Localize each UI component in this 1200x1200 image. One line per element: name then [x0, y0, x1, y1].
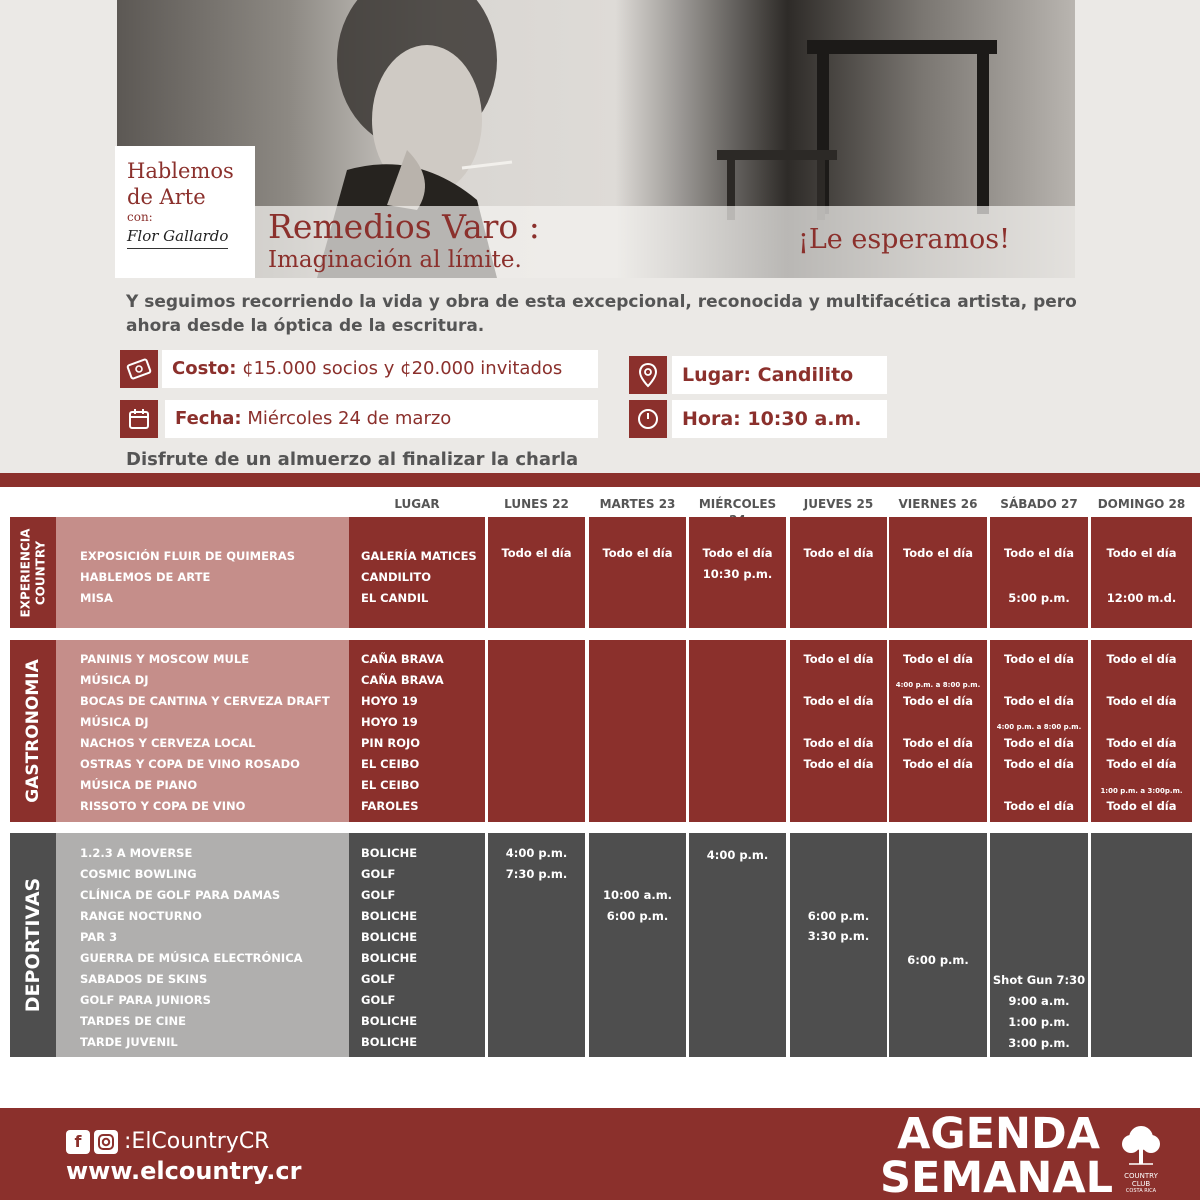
location-name: HOYO 19 — [361, 694, 418, 708]
event-cta: ¡Le esperamos! — [798, 224, 1011, 255]
section-label-line: EXPERIENCIA — [18, 528, 33, 617]
schedule-time: Todo el día — [803, 546, 874, 560]
day-cell — [689, 833, 786, 1057]
schedule-time: 5:00 p.m. — [1008, 591, 1070, 605]
day-cell — [589, 833, 686, 1057]
location-name: GOLF — [361, 972, 396, 986]
column-header-day: VIERNES 26 — [898, 497, 978, 511]
activity-name: PANINIS Y MOSCOW MULE — [80, 652, 250, 666]
activity-name: SABADOS DE SKINS — [80, 972, 208, 986]
day-cell — [488, 517, 585, 628]
location-name: GOLF — [361, 993, 396, 1007]
activity-column — [56, 640, 349, 822]
location-name: EL CEIBO — [361, 778, 420, 792]
schedule-time: Todo el día — [803, 652, 874, 666]
schedule-time: 1:00 p.m. a 3:00p.m. — [1100, 787, 1183, 795]
column-header-day: SÁBADO 27 — [1000, 497, 1078, 511]
schedule-time: 4:00 p.m. — [706, 848, 769, 862]
social-links — [66, 1128, 269, 1156]
schedule-time: Todo el día — [902, 757, 974, 771]
day-cell — [488, 640, 585, 822]
schedule-time: Todo el día — [1106, 736, 1177, 750]
schedule-time: Todo el día — [602, 546, 673, 560]
event-subtitle: Imaginación al límite. — [268, 247, 522, 273]
section-label-line: COUNTRY — [33, 540, 48, 605]
schedule-time: 1:00 p.m. — [1008, 1015, 1070, 1029]
column-header-lugar: LUGAR — [394, 497, 440, 511]
location-name: PIN ROJO — [361, 736, 421, 750]
location-name: BOLICHE — [361, 951, 418, 965]
schedule-time: Todo el día — [902, 694, 974, 708]
time-info: Hora: 10:30 a.m. — [672, 400, 887, 438]
location-name: BOLICHE — [361, 1035, 418, 1049]
column-header-day: DOMINGO 28 — [1097, 497, 1186, 511]
logo-signature: Flor Gallardo — [127, 224, 228, 249]
location-name: EL CANDIL — [361, 591, 429, 605]
schedule-time: 10:00 a.m. — [602, 888, 673, 902]
schedule-time: 6:00 p.m. — [807, 909, 870, 923]
section-label — [10, 640, 56, 822]
logo-con: con: — [127, 210, 153, 224]
location-name: FAROLES — [361, 799, 419, 813]
schedule-time: 3:00 p.m. — [1008, 1036, 1070, 1050]
schedule-time: 4:00 p.m. — [505, 846, 568, 860]
instagram-icon[interactable] — [94, 1130, 118, 1154]
activity-name: 1.2.3 A MOVERSE — [80, 846, 193, 860]
schedule-time: Todo el día — [1003, 546, 1075, 560]
day-cell — [689, 640, 786, 822]
website-link[interactable]: www.elcountry.cr — [66, 1157, 302, 1185]
column-header-day: LUNES 22 — [504, 497, 569, 511]
section-label — [10, 833, 56, 1057]
club-name: COUNTRY CLUB — [1124, 1172, 1158, 1188]
day-cell — [790, 640, 887, 822]
location-name: GALERÍA MATICES — [361, 549, 477, 563]
place-info: Lugar: Candilito — [672, 356, 887, 394]
schedule-time: Todo el día — [902, 652, 974, 666]
schedule-time: Todo el día — [1106, 546, 1177, 560]
location-name: CAÑA BRAVA — [361, 673, 444, 687]
schedule-time: Todo el día — [1003, 652, 1075, 666]
schedule-time: 7:30 p.m. — [505, 867, 568, 881]
day-cell — [1091, 833, 1192, 1057]
schedule-time: Todo el día — [1003, 694, 1075, 708]
logo-line-2: de Arte — [127, 185, 206, 209]
section-label-line: GASTRONOMIA — [23, 659, 44, 803]
schedule-time: 12:00 m.d. — [1106, 591, 1177, 605]
location-name: BOLICHE — [361, 1014, 418, 1028]
calendar-icon — [120, 400, 158, 438]
event-description: Y seguimos recorriendo la vida y obra de esta excepcional, reconocida y multifacética artista, pero ahora desde la óptica de la escritura. — [126, 292, 1077, 336]
schedule-time: Todo el día — [803, 694, 874, 708]
lunch-note: Disfrute de un almuerzo al finalizar la charla — [126, 449, 579, 470]
activity-name: MÚSICA DJ — [80, 715, 149, 729]
day-cell — [889, 517, 987, 628]
location-column — [349, 640, 485, 822]
activity-name: MÚSICA DE PIANO — [80, 778, 198, 792]
column-header-day: JUEVES 25 — [803, 497, 874, 511]
schedule-time: 3:30 p.m. — [807, 929, 870, 943]
schedule-time: Todo el día — [1003, 757, 1075, 771]
section-separator — [0, 473, 1200, 487]
location-name: GOLF — [361, 888, 396, 902]
date-label: Fecha: — [175, 408, 242, 429]
column-header-day: MARTES 23 — [599, 497, 676, 511]
activity-name: CLÍNICA DE GOLF PARA DAMAS — [80, 888, 281, 902]
schedule-time: 6:00 p.m. — [907, 953, 969, 967]
activity-name: RISSOTO Y COPA DE VINO — [80, 799, 246, 813]
section-label — [10, 517, 56, 628]
schedule-time: Shot Gun 7:30 — [992, 973, 1086, 987]
activity-name: COSMIC BOWLING — [80, 867, 197, 881]
cost-info — [162, 350, 598, 388]
agenda-semanal-title — [880, 1109, 1114, 1200]
event-promo — [0, 0, 1200, 473]
schedule-time: 9:00 a.m. — [1008, 994, 1070, 1008]
activity-name: HABLEMOS DE ARTE — [80, 570, 211, 584]
schedule-time: Todo el día — [1106, 652, 1177, 666]
date-info — [165, 400, 598, 438]
schedule-time: Todo el día — [803, 757, 874, 771]
day-cell — [1091, 517, 1192, 628]
day-cell — [889, 833, 987, 1057]
social-handle[interactable]: :ElCountryCR — [124, 1129, 270, 1154]
day-cell — [990, 517, 1088, 628]
day-cell — [589, 640, 686, 822]
location-name: CANDILITO — [361, 570, 432, 584]
section-label-text — [22, 878, 44, 1012]
day-cell — [790, 833, 887, 1057]
activity-name: MISA — [80, 591, 113, 605]
day-cell — [790, 517, 887, 628]
activity-name: BOCAS DE CANTINA Y CERVEZA DRAFT — [80, 694, 330, 708]
activity-name: TARDE JUVENIL — [80, 1035, 178, 1049]
activity-name: GOLF PARA JUNIORS — [80, 993, 211, 1007]
facebook-icon[interactable]: f — [66, 1130, 90, 1154]
schedule-time: 10:30 p.m. — [702, 567, 773, 581]
location-name: BOLICHE — [361, 909, 418, 923]
cost-value: ¢15.000 socios y ¢20.000 invitados — [242, 358, 563, 379]
section-label-line: DEPORTIVAS — [22, 877, 45, 1013]
location-pin-icon — [629, 356, 667, 394]
activity-name: MÚSICA DJ — [80, 673, 149, 687]
location-name: EL CEIBO — [361, 757, 420, 771]
section-label-text — [18, 528, 48, 617]
cost-label: Costo: — [172, 358, 237, 379]
activity-name: TARDES DE CINE — [80, 1014, 186, 1028]
tree-icon — [1119, 1122, 1163, 1168]
day-cell — [889, 640, 987, 822]
schedule-time: 6:00 p.m. — [606, 909, 669, 923]
clock-icon — [629, 400, 667, 438]
location-name: BOLICHE — [361, 930, 418, 944]
schedule-time: Todo el día — [1003, 799, 1075, 813]
schedule-time: Todo el día — [902, 736, 974, 750]
agenda-line-1: AGENDA — [897, 1109, 1100, 1159]
event-title: Remedios Varo : — [268, 207, 540, 246]
schedule-time: Todo el día — [902, 546, 974, 560]
schedule-time: Todo el día — [1106, 694, 1177, 708]
agenda-line-2: SEMANAL — [880, 1153, 1114, 1200]
activity-name: GUERRA DE MÚSICA ELECTRÓNICA — [80, 951, 303, 965]
activity-name: EXPOSICIÓN FLUIR DE QUIMERAS — [80, 549, 295, 563]
money-icon — [120, 350, 158, 388]
schedule-time: Todo el día — [501, 546, 572, 560]
activity-name: RANGE NOCTURNO — [80, 909, 202, 923]
activity-name: PAR 3 — [80, 930, 118, 944]
column-header-day: MIÉRCOLES — [698, 497, 777, 511]
location-name: BOLICHE — [361, 846, 418, 860]
location-name: CAÑA BRAVA — [361, 652, 444, 666]
day-cell — [589, 517, 686, 628]
location-name: HOYO 19 — [361, 715, 418, 729]
activity-name: NACHOS Y CERVEZA LOCAL — [80, 736, 256, 750]
club-country: COSTA RICA — [1125, 1188, 1157, 1194]
schedule-time: Todo el día — [1106, 757, 1177, 771]
logo-line-1: Hablemos — [127, 159, 234, 183]
schedule-time: 4:00 p.m. a 8:00 p.m. — [996, 723, 1082, 731]
location-name: GOLF — [361, 867, 396, 881]
schedule-time: 4:00 p.m. a 8:00 p.m. — [895, 681, 981, 689]
section-label-text — [23, 659, 43, 803]
schedule-time: Todo el día — [803, 736, 874, 750]
hablemos-de-arte-logo — [115, 146, 255, 278]
date-value: Miércoles 24 de marzo — [247, 408, 452, 429]
country-club-logo — [1116, 1122, 1166, 1194]
schedule-time: Todo el día — [1003, 736, 1075, 750]
activity-name: OSTRAS Y COPA DE VINO ROSADO — [80, 757, 300, 771]
schedule-time: Todo el día — [1106, 799, 1177, 813]
schedule-time: Todo el día — [702, 546, 773, 560]
